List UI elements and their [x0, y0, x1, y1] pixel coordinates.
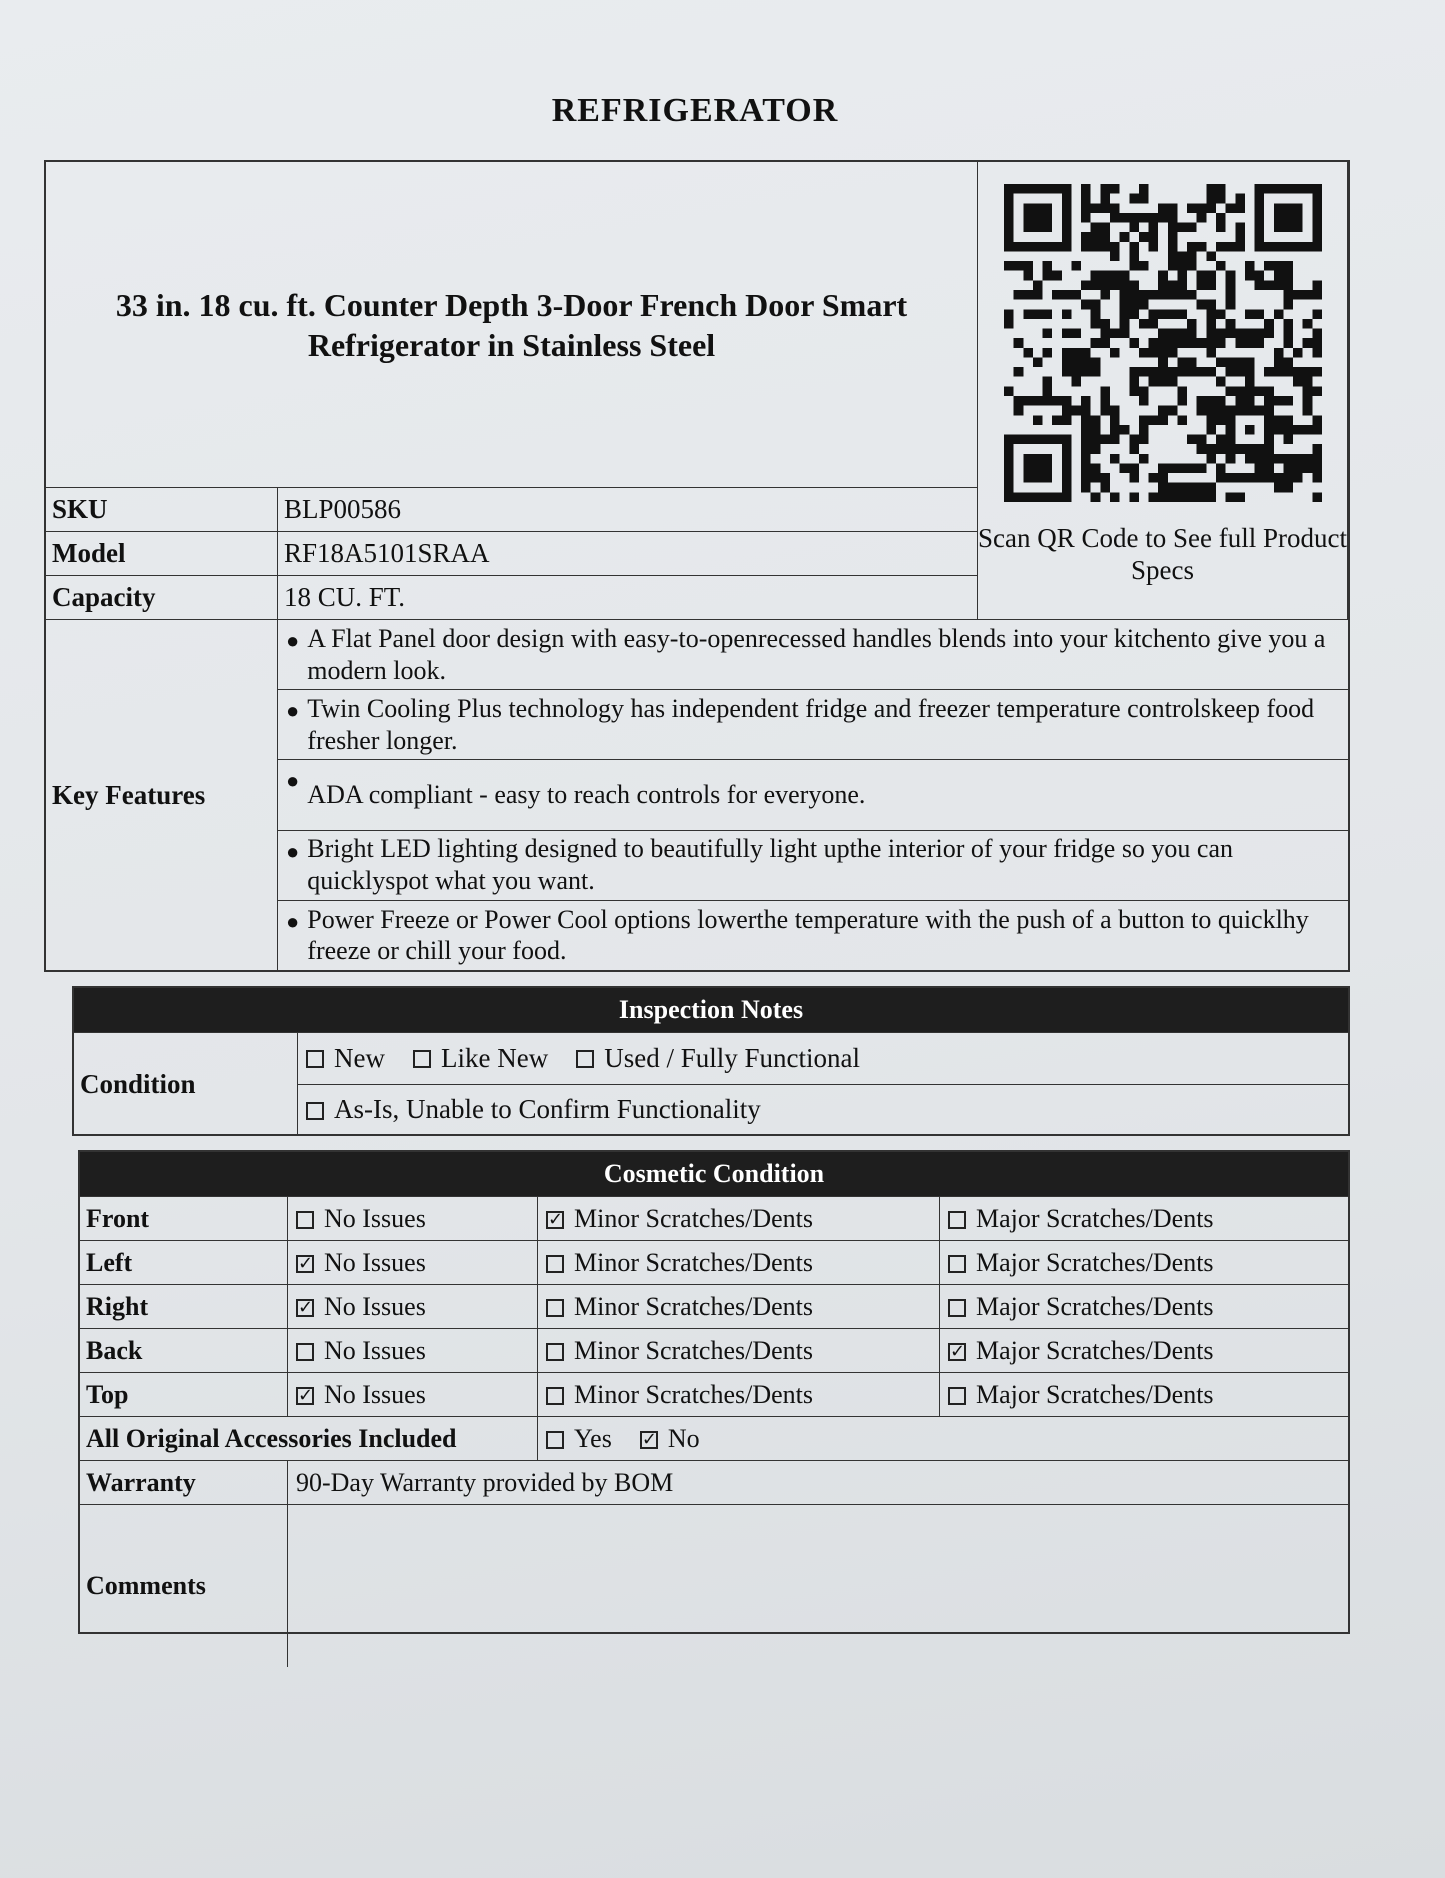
condition-label: Condition [74, 1033, 298, 1135]
checkbox-label: Minor Scratches/Dents [574, 1379, 814, 1409]
bullet-icon: ● [286, 698, 300, 724]
cosmetic-option-cell [538, 1329, 940, 1373]
checkbox-label: No Issues [324, 1203, 426, 1233]
cosmetic-option-cell [538, 1285, 940, 1329]
cosmetic-option-cell [538, 1241, 940, 1285]
cosmetic-row-label: Front [80, 1197, 288, 1241]
checkbox-label: Minor Scratches/Dents [574, 1335, 814, 1365]
checkbox-label: Minor Scratches/Dents [574, 1247, 814, 1277]
cosmetic-option-cell [940, 1197, 1348, 1241]
cosmetic-checkbox[interactable] [546, 1336, 813, 1366]
cosmetic-checkbox[interactable] [296, 1292, 426, 1322]
feature-text: A Flat Panel door design with easy-to-openrecessed handles blends into your kitchento give you a modern look. [307, 623, 1326, 685]
feature-text: Twin Cooling Plus technology has independent fridge and freezer temperature controlskeep food fresher longer. [307, 694, 1315, 755]
checkbox-icon: ✓ [298, 1384, 314, 1406]
checkbox-label: No Issues [324, 1335, 426, 1365]
document-title: REFRIGERATOR [551, 92, 839, 129]
checkbox-used-fully-functional[interactable] [576, 1043, 860, 1074]
checkbox-label: No Issues [324, 1379, 426, 1409]
checkbox-icon [948, 1255, 966, 1273]
cosmetic-option-cell [288, 1285, 538, 1329]
bullet-icon: ● [286, 628, 300, 653]
checkbox-label: Major Scratches/Dents [976, 1203, 1214, 1233]
checkbox-label: Major Scratches/Dents [976, 1379, 1214, 1409]
cosmetic-condition-table [78, 1150, 1350, 1634]
cosmetic-checkbox[interactable] [296, 1204, 426, 1234]
checkbox-label: Minor Scratches/Dents [574, 1291, 814, 1321]
cosmetic-option-cell [940, 1241, 1348, 1285]
model-value: RF18A5101SRAA [278, 532, 978, 576]
checkbox-label: No Issues [324, 1247, 426, 1277]
checkbox-label: No Issues [324, 1291, 426, 1321]
checkbox-icon: ✓ [298, 1252, 314, 1274]
capacity-label: Capacity [46, 576, 278, 620]
comments-field[interactable] [288, 1505, 1348, 1667]
cosmetic-option-cell [538, 1197, 940, 1241]
cosmetic-checkbox[interactable] [948, 1204, 1214, 1234]
checkbox-icon: ✓ [298, 1296, 314, 1318]
checkbox-icon [948, 1387, 966, 1405]
feature-text: ADA compliant - easy to reach controls for everyone. [307, 780, 866, 810]
feature-item [278, 620, 1348, 690]
checkbox-icon [413, 1050, 431, 1068]
comments-label: Comments [80, 1505, 288, 1667]
warranty-value: 90-Day Warranty provided by BOM [288, 1461, 1348, 1505]
accessories-label: All Original Accessories Included [80, 1417, 538, 1461]
feature-text: Bright LED lighting designed to beautifully light upthe interior of your fridge so you can quicklyspot what you want. [307, 834, 1234, 896]
checkbox-icon [306, 1102, 324, 1120]
cosmetic-checkbox[interactable] [546, 1204, 813, 1234]
checkbox-icon [546, 1431, 564, 1449]
checkbox-icon: ✓ [950, 1340, 966, 1362]
checkbox-icon [546, 1343, 564, 1361]
checkbox-icon [546, 1299, 564, 1317]
checkbox-label: Used / Fully Functional [604, 1042, 860, 1073]
cosmetic-condition-header: Cosmetic Condition [80, 1152, 1348, 1197]
checkbox-as-is[interactable] [306, 1094, 761, 1125]
checkbox-label: Major Scratches/Dents [976, 1291, 1214, 1321]
checkbox-icon [296, 1211, 314, 1229]
checkbox-accessories-yes[interactable] [546, 1424, 612, 1454]
bullet-icon: ● [286, 768, 300, 794]
cosmetic-row-label: Right [80, 1285, 288, 1329]
checkbox-label: Like New [440, 1042, 549, 1073]
cosmetic-row-label: Back [80, 1329, 288, 1373]
cosmetic-row-label: Top [80, 1373, 288, 1417]
feature-item [278, 901, 1348, 970]
cosmetic-checkbox[interactable] [296, 1336, 426, 1366]
key-features-list [278, 620, 1348, 970]
cosmetic-row-label: Left [80, 1241, 288, 1285]
checkbox-icon [546, 1387, 564, 1405]
product-name: 33 in. 18 cu. ft. Counter Depth 3-Door French Door Smart Refrigerator in Stainless Steel [46, 162, 978, 488]
product-table [44, 160, 1350, 972]
checkbox-icon: ✓ [641, 1428, 657, 1450]
cosmetic-checkbox[interactable] [948, 1380, 1214, 1410]
checkbox-icon [296, 1343, 314, 1361]
checkbox-icon: ✓ [548, 1208, 564, 1230]
qr-code-cell [978, 162, 1348, 620]
model-label: Model [46, 532, 278, 576]
checkbox-icon [306, 1050, 324, 1068]
sku-label: SKU [46, 488, 278, 532]
checkbox-new[interactable] [306, 1043, 385, 1074]
cosmetic-checkbox[interactable] [948, 1336, 1214, 1366]
checkbox-label: As-Is, Unable to Confirm Functionality [334, 1094, 761, 1125]
bullet-icon: ● [286, 838, 300, 864]
checkbox-accessories-no[interactable] [640, 1424, 700, 1454]
cosmetic-option-cell [288, 1241, 538, 1285]
checkbox-label: Yes [574, 1423, 612, 1453]
cosmetic-option-cell [940, 1373, 1348, 1417]
bullet-icon: ● [286, 908, 300, 934]
capacity-value: 18 CU. FT. [278, 576, 978, 620]
checkbox-icon [546, 1255, 564, 1273]
cosmetic-checkbox[interactable] [546, 1380, 813, 1410]
feature-item [278, 690, 1348, 760]
checkbox-label: No [667, 1423, 700, 1453]
cosmetic-option-cell [288, 1373, 538, 1417]
inspection-notes-table [72, 986, 1350, 1136]
checkbox-label: Major Scratches/Dents [976, 1335, 1214, 1365]
checkbox-label: Major Scratches/Dents [976, 1247, 1214, 1277]
cosmetic-checkbox[interactable] [948, 1248, 1214, 1278]
cosmetic-option-cell [288, 1197, 538, 1241]
sku-value: BLP00586 [278, 488, 978, 532]
feature-text: Power Freeze or Power Cool options lowerthe temperature with the push of a button to quicklhy freeze or chill your food. [307, 904, 1309, 966]
warranty-label: Warranty [80, 1461, 288, 1505]
inspection-notes-header: Inspection Notes [74, 988, 1348, 1033]
cosmetic-checkbox[interactable] [296, 1380, 426, 1410]
checkbox-label: New [334, 1042, 385, 1073]
checkbox-like-new[interactable] [413, 1043, 548, 1074]
cosmetic-checkbox[interactable] [296, 1248, 426, 1278]
checkbox-icon [576, 1050, 594, 1068]
cosmetic-checkbox[interactable] [546, 1292, 813, 1322]
cosmetic-option-cell [940, 1285, 1348, 1329]
cosmetic-option-cell [288, 1329, 538, 1373]
checkbox-label: Minor Scratches/Dents [574, 1203, 814, 1233]
cosmetic-grid [80, 1197, 1348, 1417]
cosmetic-option-cell [538, 1373, 940, 1417]
key-features-label: Key Features [46, 620, 278, 970]
qr-code-icon[interactable] [1004, 184, 1322, 502]
cosmetic-checkbox[interactable] [546, 1248, 813, 1278]
cosmetic-checkbox[interactable] [948, 1292, 1214, 1322]
checkbox-icon [948, 1211, 966, 1229]
checkbox-icon [948, 1299, 966, 1317]
cosmetic-option-cell [940, 1329, 1348, 1373]
qr-caption: Scan QR Code to See full Product Specs [978, 523, 1347, 586]
feature-item [278, 831, 1348, 901]
feature-item [278, 760, 1348, 830]
